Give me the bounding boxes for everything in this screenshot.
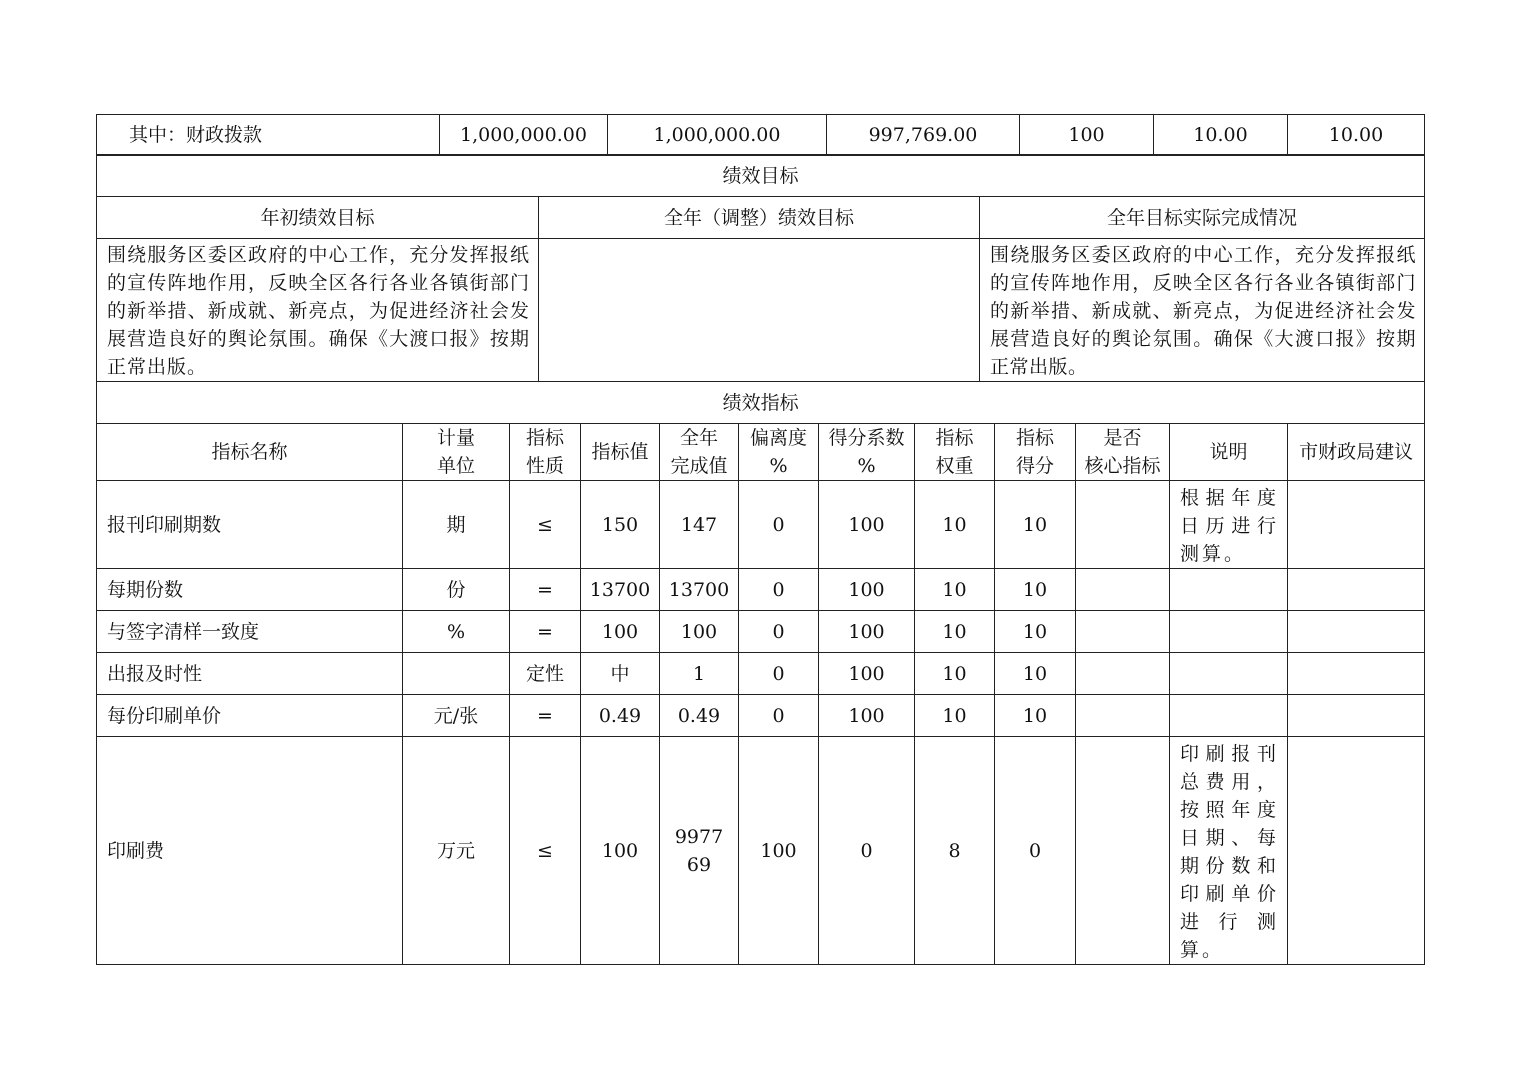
indicator-actual: 997769 [660, 737, 739, 965]
funding-table [96, 114, 1425, 156]
indicators-table [96, 381, 1425, 965]
goals-header-actual: 全年目标实际完成情况 [980, 197, 1425, 239]
indicator-note [1170, 695, 1288, 737]
column-header: 是否 核心指标 [1076, 424, 1170, 481]
column-header: 指标名称 [97, 424, 403, 481]
goals-adjusted-text [539, 239, 980, 382]
indicator-name: 出报及时性 [97, 653, 403, 695]
indicator-unit: 期 [403, 481, 510, 569]
indicator-name: 与签字清样一致度 [97, 611, 403, 653]
indicator-coef: 0 [819, 737, 915, 965]
indicator-coef: 100 [819, 695, 915, 737]
indicator-name: 每期份数 [97, 569, 403, 611]
indicator-score: 10 [995, 611, 1076, 653]
indicator-core [1076, 611, 1170, 653]
indicators-section-title: 绩效指标 [97, 382, 1425, 424]
column-header: 得分系数 % [819, 424, 915, 481]
indicator-actual: 147 [660, 481, 739, 569]
indicator-coef: 100 [819, 481, 915, 569]
indicator-score: 10 [995, 653, 1076, 695]
indicator-unit: % [403, 611, 510, 653]
indicator-actual: 0.49 [660, 695, 739, 737]
indicator-advice [1288, 611, 1425, 653]
indicator-unit [403, 653, 510, 695]
indicator-coef: 100 [819, 569, 915, 611]
indicator-deviation: 100 [739, 737, 819, 965]
indicators-header-row [97, 424, 1425, 481]
goals-section-title: 绩效目标 [97, 155, 1425, 197]
indicator-advice [1288, 569, 1425, 611]
indicator-deviation: 0 [739, 695, 819, 737]
indicator-score: 10 [995, 569, 1076, 611]
goals-actual-text: 围绕服务区委区政府的中心工作，充分发挥报纸的宣传阵地作用，反映全区各行各业各镇街部门的新举措、新成就、新亮点，为促进经济社会发展营造良好的舆论氛围。确保《大渡口报》按期正常出版。 [980, 239, 1425, 382]
indicator-note: 印刷报刊总费用，按照年度日期、每期份数和印刷单价进行测算。 [1170, 737, 1288, 965]
goals-table [96, 154, 1425, 382]
indicator-core [1076, 569, 1170, 611]
table-row [97, 611, 1425, 653]
indicator-score: 10 [995, 695, 1076, 737]
indicator-weight: 8 [915, 737, 995, 965]
indicator-advice [1288, 481, 1425, 569]
table-row [97, 695, 1425, 737]
indicator-nature: 定性 [510, 653, 581, 695]
indicator-nature: = [510, 611, 581, 653]
indicator-name: 印刷费 [97, 737, 403, 965]
indicator-note [1170, 611, 1288, 653]
indicator-core [1076, 481, 1170, 569]
funding-label: 其中：财政拨款 [97, 115, 440, 156]
column-header: 全年 完成值 [660, 424, 739, 481]
column-header: 偏离度 % [739, 424, 819, 481]
indicator-actual: 13700 [660, 569, 739, 611]
column-header: 指标 权重 [915, 424, 995, 481]
indicator-coef: 100 [819, 611, 915, 653]
indicator-core [1076, 653, 1170, 695]
indicator-note: 根据年度日历进行测算。 [1170, 481, 1288, 569]
indicator-advice [1288, 737, 1425, 965]
indicator-target: 150 [581, 481, 660, 569]
indicator-weight: 10 [915, 481, 995, 569]
column-header: 市财政局建议 [1288, 424, 1425, 481]
funding-value: 1,000,000.00 [608, 115, 827, 156]
column-header: 说明 [1170, 424, 1288, 481]
indicator-nature: = [510, 695, 581, 737]
indicator-advice [1288, 653, 1425, 695]
indicator-target: 0.49 [581, 695, 660, 737]
funding-value: 10.00 [1154, 115, 1288, 156]
indicator-nature: ≤ [510, 481, 581, 569]
indicator-unit: 万元 [403, 737, 510, 965]
indicator-weight: 10 [915, 653, 995, 695]
funding-value: 100 [1020, 115, 1154, 156]
indicator-name: 每份印刷单价 [97, 695, 403, 737]
indicator-actual: 1 [660, 653, 739, 695]
column-header: 指标 得分 [995, 424, 1076, 481]
indicator-name: 报刊印刷期数 [97, 481, 403, 569]
indicator-weight: 10 [915, 695, 995, 737]
indicator-target: 100 [581, 737, 660, 965]
indicator-deviation: 0 [739, 653, 819, 695]
indicator-unit: 份 [403, 569, 510, 611]
indicator-note [1170, 653, 1288, 695]
indicator-coef: 100 [819, 653, 915, 695]
indicator-nature: = [510, 569, 581, 611]
indicator-deviation: 0 [739, 611, 819, 653]
indicator-weight: 10 [915, 611, 995, 653]
column-header: 指标 性质 [510, 424, 581, 481]
funding-value: 997,769.00 [827, 115, 1020, 156]
indicator-deviation: 0 [739, 569, 819, 611]
indicator-deviation: 0 [739, 481, 819, 569]
indicator-target: 中 [581, 653, 660, 695]
column-header: 计量 单位 [403, 424, 510, 481]
indicator-weight: 10 [915, 569, 995, 611]
table-row [97, 569, 1425, 611]
indicator-nature: ≤ [510, 737, 581, 965]
goals-initial-text: 围绕服务区委区政府的中心工作，充分发挥报纸的宣传阵地作用，反映全区各行各业各镇街部门的新举措、新成就、新亮点，为促进经济社会发展营造良好的舆论氛围。确保《大渡口报》按期正常出版。 [97, 239, 539, 382]
indicator-score: 10 [995, 481, 1076, 569]
funding-value: 10.00 [1288, 115, 1425, 156]
indicator-note [1170, 569, 1288, 611]
indicator-actual: 100 [660, 611, 739, 653]
indicator-target: 13700 [581, 569, 660, 611]
indicator-advice [1288, 695, 1425, 737]
goals-header-initial: 年初绩效目标 [97, 197, 539, 239]
funding-value: 1,000,000.00 [440, 115, 608, 156]
table-row [97, 737, 1425, 965]
column-header: 指标值 [581, 424, 660, 481]
indicator-target: 100 [581, 611, 660, 653]
indicator-score: 0 [995, 737, 1076, 965]
table-row [97, 653, 1425, 695]
goals-header-adjusted: 全年（调整）绩效目标 [539, 197, 980, 239]
indicator-unit: 元/张 [403, 695, 510, 737]
indicator-core [1076, 695, 1170, 737]
table-row [97, 481, 1425, 569]
indicator-core [1076, 737, 1170, 965]
